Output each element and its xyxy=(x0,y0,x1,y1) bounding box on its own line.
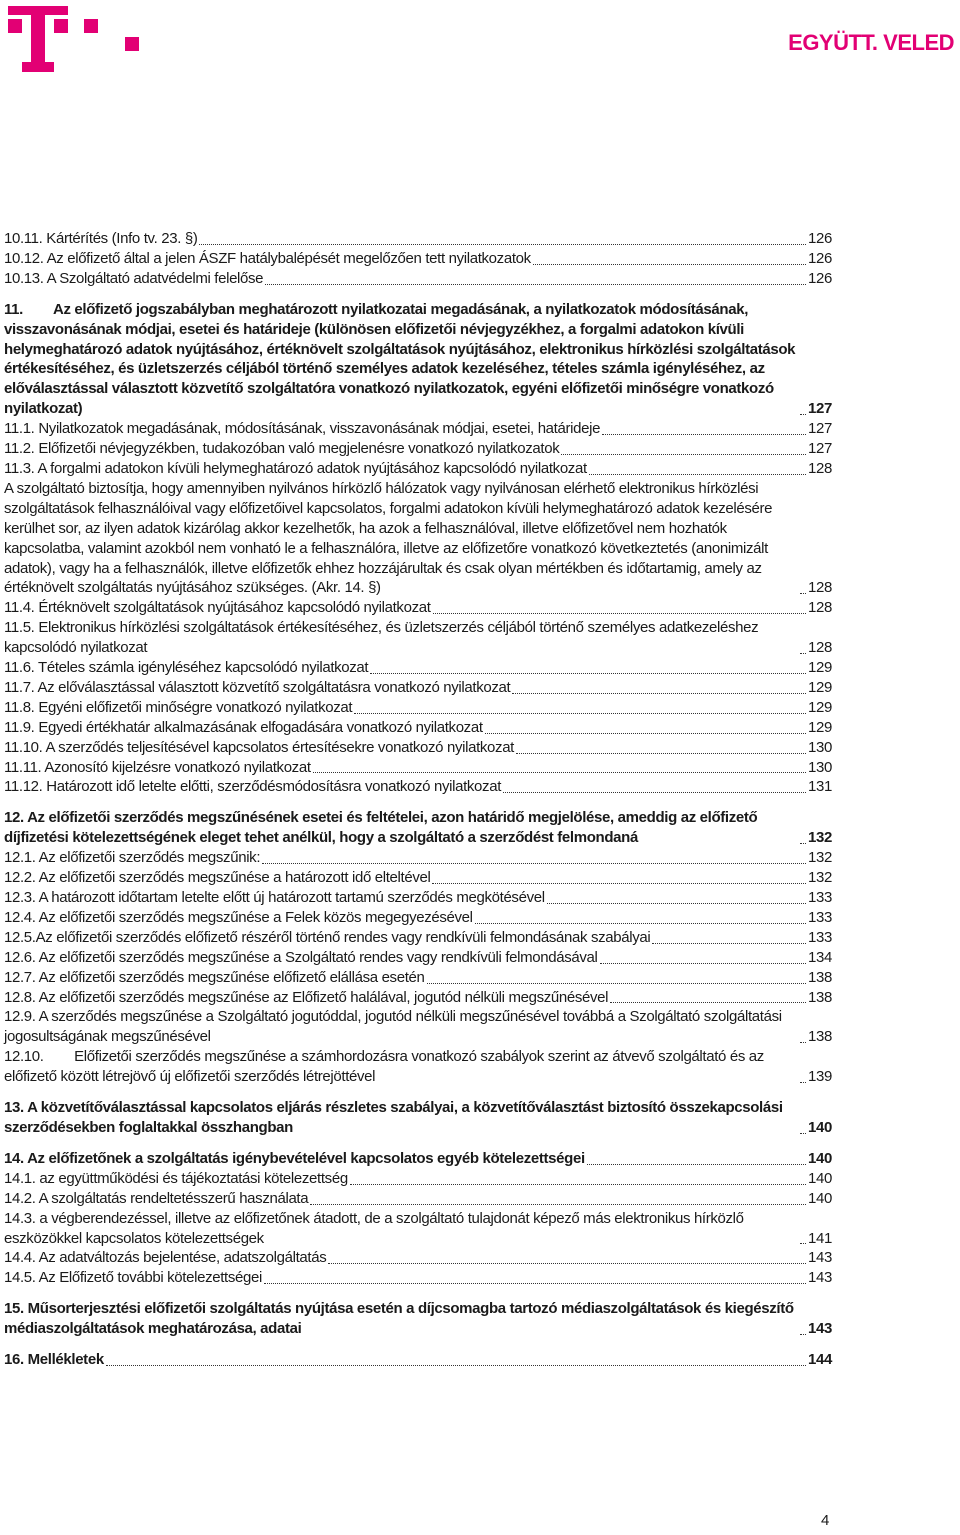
table-of-contents xyxy=(4,229,832,1370)
toc-entry[interactable]: 12.1. Az előfizetői szerződés megszűnik: 132 xyxy=(4,849,832,867)
toc-entry[interactable]: 11.3. A forgalmi adatokon kívüli helymeghatározó adatok nyújtásához kapcsolódó nyilatkozat 128 xyxy=(4,459,832,477)
toc-entry[interactable]: 12.10. Előfizetői szerződés megszűnése a számhordozásra vonatkozó szabályok szerint az átvevő szolgáltató és az előfizető között létrejövő új előfizetői szerződés létrejöttével 139 xyxy=(4,1048,832,1086)
toc-entry[interactable]: 12.9. A szerződés megszűnése a Szolgáltató jogutóddal, jogutód nélküli megszűnésével továbbá a Szolgáltató szolgáltatási jogosultságának megszűnésével 138 xyxy=(4,1008,832,1046)
toc-entry[interactable]: 10.13. A Szolgáltató adatvédelmi felelőse 126 xyxy=(4,269,832,287)
toc-entry[interactable]: 12.5.Az előfizetői szerződés előfizető részéről történő rendes vagy rendkívüli felmondásának szabályai 133 xyxy=(4,928,832,946)
toc-section-12[interactable]: 12. Az előfizetői szerződés megszűnésének esetei és feltételei, azon határidő megjelölése, ameddig az előfizető díjfizetési kötelezettségének eleget tehet anélkül, hogy a szolgáltató a szerződést felmondaná 132 xyxy=(4,809,832,847)
toc-entry[interactable]: 14.5. Az Előfizető további kötelezettségei 143 xyxy=(4,1269,832,1287)
toc-entry[interactable]: 12.7. Az előfizetői szerződés megszűnése előfizető elállása esetén 138 xyxy=(4,968,832,986)
toc-entry[interactable]: 11.7. Az előválasztással választott közvetítő szolgáltatásra vonatkozó nyilatkozat 129 xyxy=(4,678,832,696)
toc-entry[interactable]: 12.4. Az előfizetői szerződés megszűnése a Felek közös megegyezésével 133 xyxy=(4,908,832,926)
toc-entry[interactable]: 11.4. Értéknövelt szolgáltatások nyújtásához kapcsolódó nyilatkozat 128 xyxy=(4,599,832,617)
toc-entry[interactable]: 14.1. az együttműködési és tájékoztatási kötelezettség 140 xyxy=(4,1169,832,1187)
toc-entry[interactable]: 10.12. Az előfizető által a jelen ÁSZF hatálybalépését megelőzően tett nyilatkozatok 126 xyxy=(4,249,832,267)
toc-entry[interactable]: 11.9. Egyedi értékhatár alkalmazásának elfogadására vonatkozó nyilatkozat 129 xyxy=(4,718,832,736)
toc-entry[interactable]: 11.2. Előfizetői névjegyzékben, tudakozóban való megjelenésre vonatkozó nyilatkozatok 127 xyxy=(4,440,832,458)
toc-entry[interactable]: 12.8. Az előfizetői szerződés megszűnése az Előfizető halálával, jogutód nélküli megszűnésével 138 xyxy=(4,988,832,1006)
toc-paragraph-entry[interactable]: A szolgáltató biztosítja, hogy amennyiben nyilvános hírközlő hálózatok vagy nyilvánosan elérhető elektronikus hírközlési szolgáltatások felhasználóival vagy előfizetőivel kapcsolatos, forgalmi adatokon kívüli helymeghatározó adatok kezelésére kerülhet sor, az ilyen adatok kizárólag akkor kezelhetők, ha azok a felhasználóval, illetve előfizetővel nem hozhatók kapcsolatba, valamint azokból nem vonható le a felhasználóra, illetve az előfizetőre vonatkozó következtetés (anonimizált adatok), vagy ha a felhasználók, illetve előfizetők ehhez hozzájárultak és csak olyan mértékben és időtartamig, amely az értéknövelt szolgáltatás nyújtásához szükséges. (Akr. 14. §) 128 xyxy=(4,479,832,597)
toc-entry[interactable]: 11.11. Azonosító kijelzésre vonatkozó nyilatkozat 130 xyxy=(4,758,832,776)
toc-section-16[interactable]: 16. Mellékletek 144 xyxy=(4,1351,832,1369)
toc-entry[interactable]: 12.2. Az előfizetői szerződés megszűnése a határozott idő elteltével 132 xyxy=(4,869,832,887)
toc-entry[interactable]: 11.12. Határozott idő letelte előtti, szerződésmódosításra vonatkozó nyilatkozat 131 xyxy=(4,778,832,796)
toc-entry[interactable]: 12.3. A határozott időtartam letelte előtt új határozott tartamú szerződés megkötésével 133 xyxy=(4,889,832,906)
toc-entry[interactable]: 14.3. a végberendezéssel, illetve az előfizetőnek átadott, de a szolgáltató tulajdonát képező más elektronikus hírközlő eszközökkel kapcsolatos kötelezettségek 141 xyxy=(4,1209,832,1247)
toc-entry[interactable]: 14.2. A szolgáltatás rendeltetésszerű használata 140 xyxy=(4,1189,832,1207)
page-number: 4 xyxy=(821,1512,830,1529)
toc-entry[interactable]: 12.6. Az előfizetői szerződés megszűnése a Szolgáltató rendes vagy rendkívüli felmondásával 134 xyxy=(4,948,832,966)
telekom-logo-icon xyxy=(8,6,148,76)
toc-entry[interactable]: 11.8. Egyéni előfizetői minőségre vonatkozó nyilatkozat 129 xyxy=(4,698,832,716)
toc-section-14[interactable]: 14. Az előfizetőnek a szolgáltatás igénybevételével kapcsolatos egyéb kötelezettségei 140 xyxy=(4,1149,832,1167)
toc-entry[interactable]: 11.10. A szerződés teljesítésével kapcsolatos értesítésekre vonatkozó nyilatkozat 130 xyxy=(4,738,832,756)
toc-entry[interactable]: 11.5. Elektronikus hírközlési szolgáltatások értékesítéséhez, és üzletszerzés céljából történő személyes adatkezeléshez kapcsolódó nyilatkozat 128 xyxy=(4,619,832,657)
toc-entry[interactable]: 10.11. Kártérítés (Info tv. 23. §) 126 xyxy=(4,230,832,247)
brand-slogan: EGYÜTT. VELED xyxy=(788,30,954,55)
page-header xyxy=(0,0,960,80)
toc-entry[interactable]: 14.4. Az adatváltozás bejelentése, adatszolgáltatás 143 xyxy=(4,1249,832,1267)
toc-section-15[interactable]: 15. Műsorterjesztési előfizetői szolgáltatás nyújtása esetén a díjcsomagba tartozó médiaszolgáltatások és kiegészítő médiaszolgáltatások meghatározása, adatai 143 xyxy=(4,1300,832,1338)
toc-section-13[interactable]: 13. A közvetítőválasztással kapcsolatos eljárás részletes szabályai, a közvetítőválasztást biztosító összekapcsolási szerződésekben foglaltakkal összhangban 140 xyxy=(4,1099,832,1136)
toc-section-11[interactable]: 11. Az előfizető jogszabályban meghatározott nyilatkozatai megadásának, a nyilatkozatok módosításának, visszavonásának módjai, esetei és határideje (különösen előfizetői névjegyzékhez, a forgalmi adatokon kívüli helymeghatározó adatok nyújtásához, értéknövelt szolgáltatások nyújtásához, elektronikus hírközlési szolgáltatások értékesítéséhez, és üzletszerzés céljából történő személyes adatok kezeléséhez, tételes számla igényléséhez, az előválasztással választott közvetítő szolgáltatóra vonatkozó nyilatkozatok, egyéni előfizetői minőségre vonatkozó nyilatkozat) 127 xyxy=(4,300,832,418)
toc-entry[interactable]: 11.6. Tételes számla igényléséhez kapcsolódó nyilatkozat 129 xyxy=(4,659,832,677)
toc-entry[interactable]: 11.1. Nyilatkozatok megadásának, módosításának, visszavonásának módjai, esetei, határideje 127 xyxy=(4,420,832,438)
